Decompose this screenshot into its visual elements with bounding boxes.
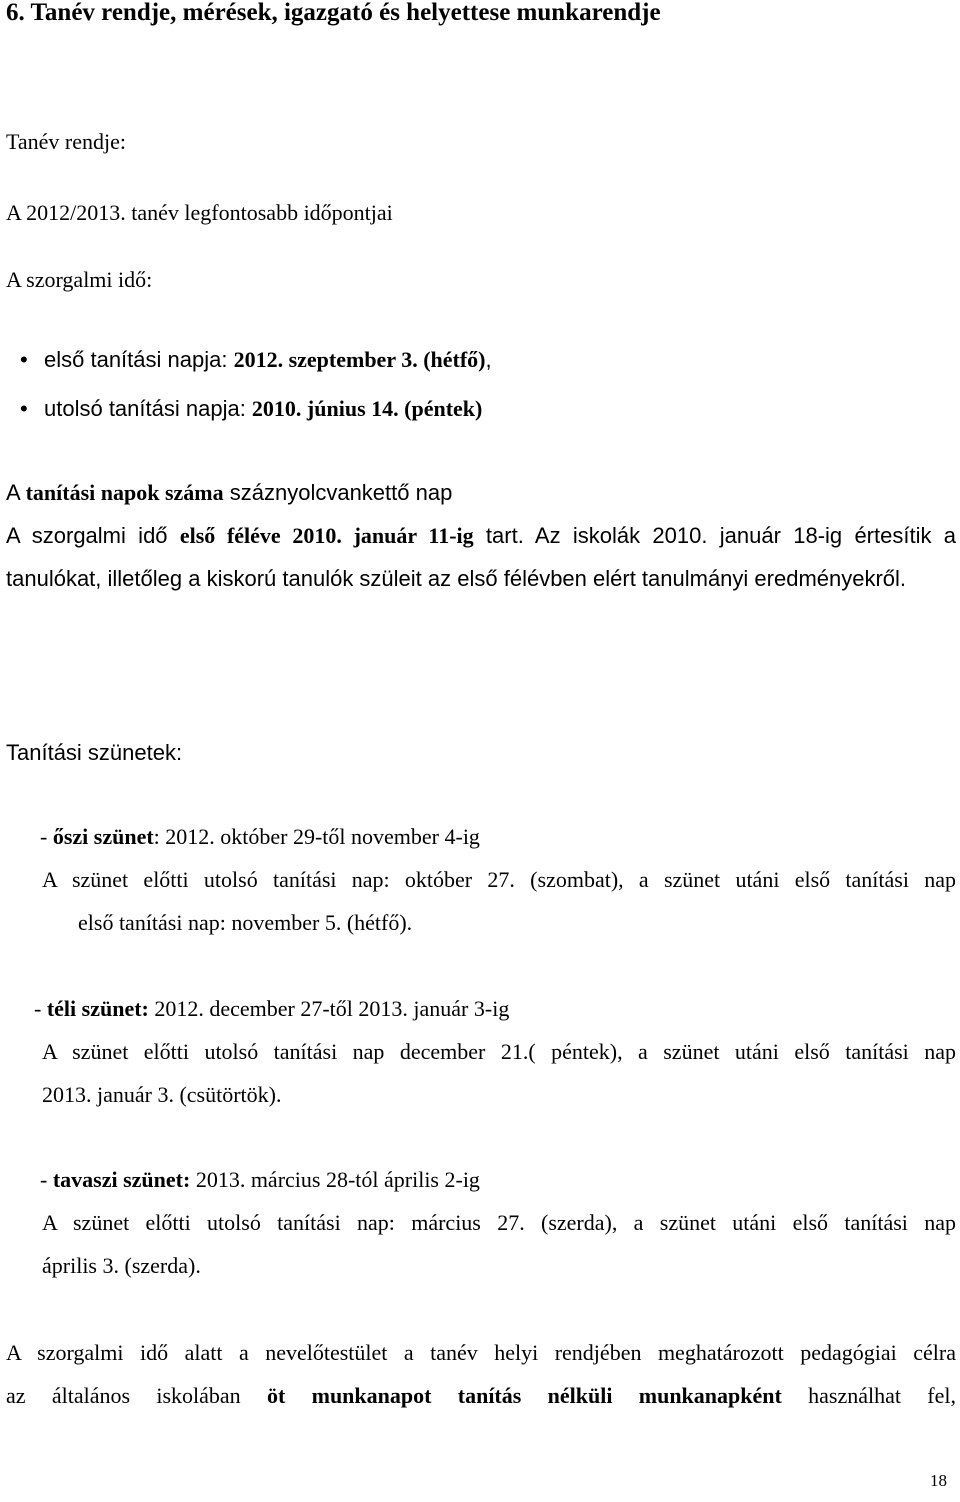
text-emphasis: tanítási napok száma [25, 480, 224, 505]
oszi-szunet-line2: A szünet előtti utolsó tanítási nap: október 27. (szombat), a szünet utáni első tanítási nap [42, 867, 956, 892]
section-title-tanev-rendje: Tanév rendje: [6, 129, 127, 154]
teli-szunet-line3: 2013. január 3. (csütörtök). [42, 1082, 282, 1107]
paragraph-napok-szama [6, 478, 452, 508]
paragraph-felev-line2: tanulókat, illetőleg a kiskorú tanulók szüleit az első félévben elért tanulmányi eredményekről. [6, 566, 907, 591]
dash: - [34, 996, 47, 1021]
oszi-szunet-line3: első tanítási nap: november 5. (hétfő). [78, 910, 413, 935]
text-segment: az általános iskolában [6, 1383, 267, 1408]
text-segment: : 2012. október 29-től november 4-ig [153, 824, 480, 849]
paragraph-szorgalmi-ido: A szorgalmi idő: [6, 267, 153, 292]
list-item [20, 345, 492, 375]
list-item-date: 2012. szeptember 3. (hétfő) [233, 347, 486, 372]
teli-szunet-heading [34, 994, 509, 1024]
text-segment: száznyolcvankettő nap [223, 480, 453, 505]
bullet-marker: • [20, 347, 28, 372]
text-emphasis: őszi szünet [52, 824, 154, 849]
tavaszi-szunet-line3: április 3. (szerda). [42, 1253, 201, 1278]
text-segment: A szorgalmi idő [6, 523, 180, 548]
tavaszi-szunet-line2: A szünet előtti utolsó tanítási nap: március 27. (szerda), a szünet utáni első tanítási nap [42, 1210, 956, 1235]
page-heading: 6. Tanév rendje, mérések, igazgató és helyettese munkarendje [6, 0, 661, 26]
paragraph-zaro-line2 [6, 1381, 956, 1411]
text-emphasis: első féléve 2010. január 11-ig [179, 523, 474, 548]
section-title-szunetek: Tanítási szünetek: [6, 740, 183, 765]
bullet-marker: • [20, 396, 28, 421]
tavaszi-szunet-heading [40, 1165, 480, 1195]
list-item-suffix: , [485, 347, 492, 372]
dash: - [40, 1167, 53, 1192]
oszi-szunet-heading [40, 822, 480, 852]
list-item-text: utolsó tanítási napja: [44, 396, 252, 421]
list-item-date: 2010. június 14. (péntek) [251, 396, 483, 421]
text-segment: 2013. március 28-tól április 2-ig [190, 1167, 480, 1192]
paragraph-felev-line1 [6, 521, 956, 551]
text-emphasis: tavaszi szünet: [52, 1167, 191, 1192]
page-number: 18 [930, 1471, 947, 1490]
text-emphasis: téli szünet: [46, 996, 149, 1021]
paragraph-zaro-line1: A szorgalmi idő alatt a nevelőtestület a tanév helyi rendjében meghatározott pedagógiai célra [6, 1340, 956, 1365]
list-item-text: első tanítási napja: [44, 347, 234, 372]
text-segment: 2012. december 27-től 2013. január 3-ig [148, 996, 510, 1021]
dash: - [40, 824, 53, 849]
text-emphasis: öt munkanapot tanítás nélküli munkanapként [266, 1383, 782, 1408]
text-segment: A [6, 480, 26, 505]
teli-szunet-line2: A szünet előtti utolsó tanítási nap december 21.( péntek), a szünet utáni első tanítási nap [42, 1039, 956, 1064]
paragraph-legfontosabb: A 2012/2013. tanév legfontosabb időpontjai [6, 200, 393, 225]
text-segment: használhat fel, [781, 1383, 956, 1408]
text-segment: tart. Az iskolák 2010. január 18-ig értesítik a [473, 523, 956, 548]
list-item [20, 394, 482, 424]
